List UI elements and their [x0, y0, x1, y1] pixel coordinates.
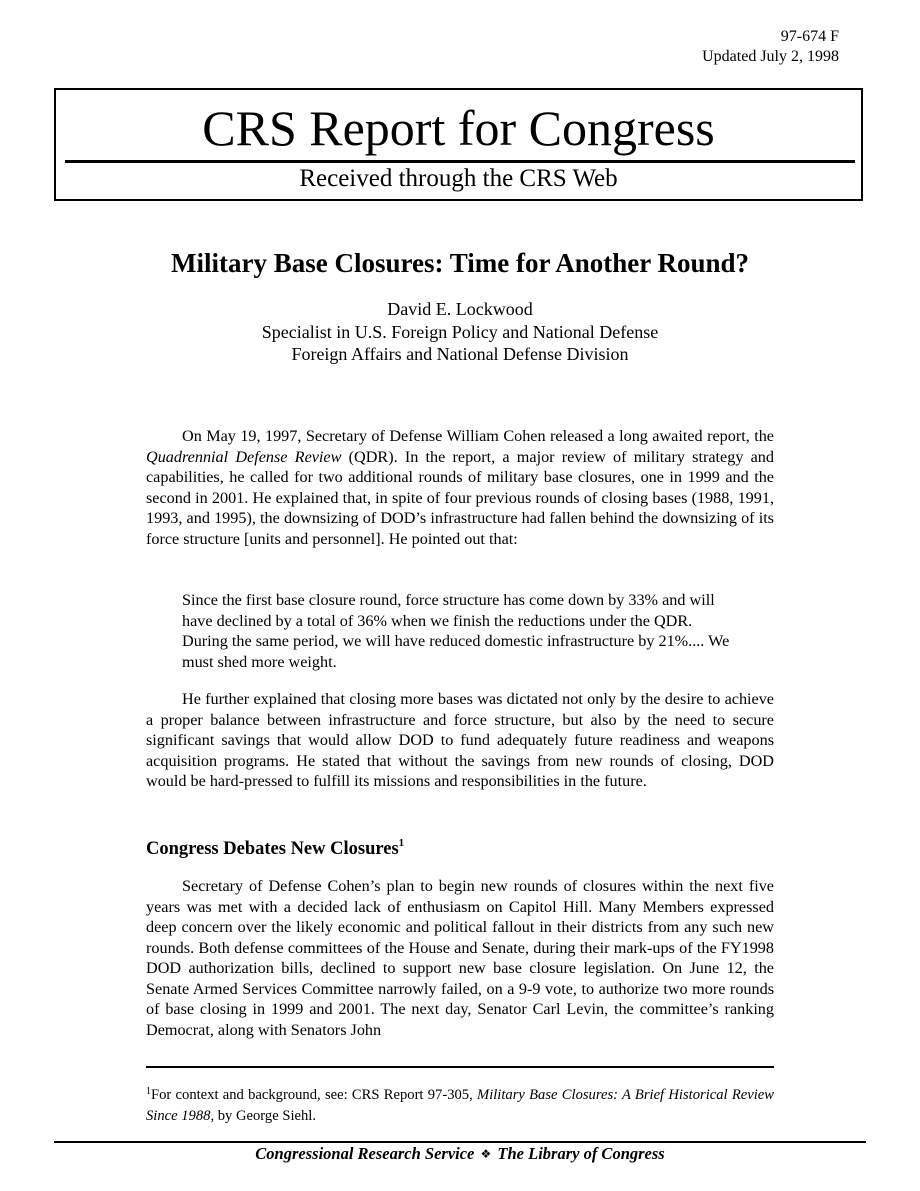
report-banner	[54, 88, 863, 201]
qdr-title: Quadrennial Defense Review	[146, 447, 342, 466]
paragraph-intro-text-2: (QDR). In the report, a major review of military strategy and capabilities, he called for two additional rounds of military base closures, one in 1999 and the second in 2001. He explained that, in spite of four previous rounds of closing bases (1988, 1991, 1993, and 1995), the downsizing of DOD’s infrastructure had fallen behind the downsizing of its force structure [units and personnel]. He pointed out that:	[146, 447, 774, 548]
paragraph-intro-text-1: On May 19, 1997, Secretary of Defense William Cohen released a long awaited report, the	[182, 427, 774, 445]
report-identifier	[702, 27, 839, 67]
report-number: 97-674 F	[780, 28, 839, 45]
section-heading	[146, 831, 404, 861]
page-footer	[0, 1143, 920, 1165]
author-role: Specialist in U.S. Foreign Policy and National Defense	[261, 321, 659, 342]
footnote-cited-title: Military Base Closures: A Brief Historical Review Since 1988	[146, 1087, 774, 1124]
paragraph-explanation: He further explained that closing more bases was dictated not only by the desire to achieve a proper balance between infrastructure and force structure, but also by the need to secure significant savings that would allow DOD to fund adequately future readiness and weapons acquisition programs. He stated that without the savings from new rounds of closing, DOD would be hard-pressed to fulfill its missions and responsibilities in the future.	[146, 690, 774, 790]
footnote-marker: 1	[146, 1086, 151, 1097]
paragraph-intro	[146, 426, 774, 549]
banner-rule	[65, 160, 855, 163]
banner-title: CRS Report for Congress	[202, 100, 715, 156]
footnote-text-2: , by George Siehl.	[210, 1107, 316, 1124]
section-heading-text: Congress Debates New Closures	[146, 839, 399, 859]
paragraph-debate: Secretary of Defense Cohen’s plan to begin new rounds of closures within the next five years was met with a decided lack of enthusiasm on Capitol Hill. Many Members expressed deep concern over the likely economic and political fallout in their districts from any such new rounds. Both defense committees of the House and Senate, during their mark-ups of the FY1998 DOD authorization bills, declined to support new base closure legislation. On June 12, the Senate Armed Services Committee narrowly failed, on a 9-9 vote, to authorize two more rounds of base closing in 1999 and 2001. The next day, Senator Carl Levin, the committee’s ranking Democrat, along with Senators John	[146, 877, 774, 1039]
footer-separator-icon: ❖	[480, 1147, 492, 1161]
author-division: Foreign Affairs and National Defense Division	[291, 344, 629, 364]
footnote-reference: 1	[398, 837, 405, 849]
footnote-text-1: For context and background, see: CRS Report 97-305,	[151, 1087, 478, 1103]
footnote	[146, 1082, 774, 1126]
updated-date: Updated July 2, 1998	[702, 48, 839, 65]
block-quote: Since the first base closure round, force structure has come down by 33% and will have declined by a total of 36% when we finish the reductions under the QDR. During the same period, we will have reduced domestic infrastructure by 21%.... We must shed more weight.	[182, 591, 730, 671]
banner-subtitle: Received through the CRS Web	[299, 165, 618, 192]
document-title: Military Base Closures: Time for Another Round?	[170, 248, 750, 278]
author-name: David E. Lockwood	[387, 299, 533, 319]
footer-loc: The Library of Congress	[497, 1144, 665, 1163]
author-block	[0, 298, 920, 366]
footnote-separator	[146, 1066, 774, 1068]
footer-crs: Congressional Research Service	[255, 1144, 475, 1163]
